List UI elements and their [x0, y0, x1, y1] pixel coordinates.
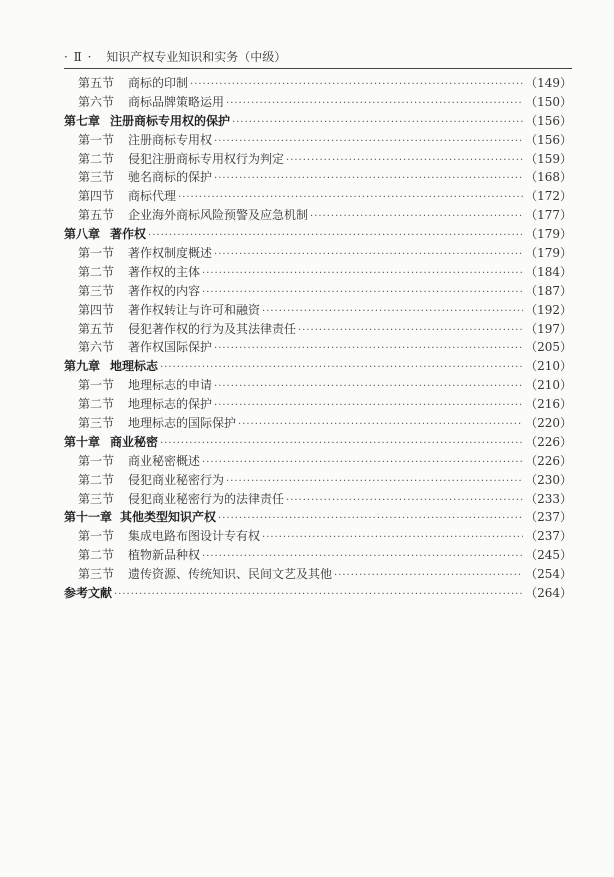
page-number: （156） — [525, 132, 572, 147]
chapter-title: 其他类型知识产权 — [120, 510, 217, 525]
dot-leader — [298, 322, 523, 339]
page-number: （216） — [525, 397, 572, 412]
toc-chapter-entry — [64, 508, 572, 527]
chapter-number: 第七章 — [64, 113, 101, 128]
chapter-number: 第十一章 — [64, 510, 113, 525]
section-title: 地理标志的国际保护 — [128, 416, 237, 431]
section-number: 第一节 — [78, 132, 115, 147]
section-number: 第六节 — [78, 94, 115, 109]
section-number: 第五节 — [78, 76, 115, 90]
dot-leader — [310, 208, 523, 225]
header-rule — [64, 68, 572, 69]
section-number: 第二节 — [78, 548, 115, 563]
toc-section-entry — [64, 452, 572, 471]
section-title: 侵犯商业秘密行为的法律责任 — [128, 491, 285, 506]
chapter-title: 注册商标专用权的保护 — [110, 113, 231, 128]
table-of-contents — [64, 74, 572, 603]
chapter-number: 第十章 — [64, 434, 101, 449]
section-title: 侵犯商业秘密行为 — [128, 472, 225, 487]
dot-leader — [214, 246, 523, 263]
toc-section-entry — [64, 150, 572, 169]
dot-leader — [202, 284, 523, 301]
dot-leader — [232, 114, 523, 131]
toc-section-entry — [64, 376, 572, 395]
chapter-title: 著作权 — [110, 227, 147, 242]
chapter-title: 参考文献 — [64, 586, 113, 601]
dot-leader — [202, 454, 523, 471]
dot-leader — [286, 152, 523, 169]
page-number: （179） — [525, 246, 572, 261]
toc-chapter-entry — [64, 357, 572, 376]
section-title: 著作权国际保护 — [128, 340, 213, 355]
page-number: （156） — [525, 113, 572, 128]
section-title: 侵犯注册商标专用权行为判定 — [128, 151, 285, 166]
dot-leader — [214, 133, 523, 150]
section-number: 第五节 — [78, 208, 115, 223]
section-number: 第二节 — [78, 472, 115, 487]
toc-chapter-entry — [64, 112, 572, 131]
dot-leader — [114, 586, 523, 603]
section-number: 第二节 — [78, 151, 115, 166]
section-title: 驰名商标的保护 — [128, 170, 213, 185]
section-number: 第三节 — [78, 170, 115, 185]
toc-section-entry — [64, 565, 572, 584]
dot-leader — [190, 76, 523, 93]
toc-section-entry — [64, 395, 572, 414]
chapter-title: 地理标志 — [110, 359, 159, 374]
section-number: 第一节 — [78, 378, 115, 393]
dot-leader — [202, 265, 523, 282]
section-number: 第一节 — [78, 453, 115, 468]
dot-leader — [178, 189, 523, 206]
dot-leader — [334, 567, 523, 584]
page-number: （230） — [525, 472, 572, 487]
page-number: （237） — [525, 510, 572, 525]
toc-section-entry — [64, 187, 572, 206]
toc-chapter-entry — [64, 433, 572, 452]
section-title: 地理标志的保护 — [128, 397, 213, 412]
page-number: （150） — [525, 94, 572, 109]
section-title: 商标的印制 — [128, 76, 189, 90]
dot-leader — [214, 397, 523, 414]
page-number: （205） — [525, 340, 572, 355]
section-number: 第五节 — [78, 321, 115, 336]
toc-section-entry — [64, 338, 572, 357]
page-number: （184） — [525, 264, 572, 279]
page-number: （220） — [525, 416, 572, 431]
section-title: 植物新品种权 — [128, 548, 201, 563]
section-number: 第二节 — [78, 264, 115, 279]
section-title: 著作权的内容 — [128, 283, 201, 298]
page-number: （177） — [525, 208, 572, 223]
page-number: （187） — [525, 283, 572, 298]
toc-section-entry — [64, 471, 572, 490]
toc-section-entry — [64, 414, 572, 433]
section-number: 第一节 — [78, 246, 115, 261]
page-number: （245） — [525, 548, 572, 563]
toc-section-entry — [64, 93, 572, 112]
section-number: 第三节 — [78, 567, 115, 582]
page-number: （233） — [525, 491, 572, 506]
dot-leader — [226, 95, 523, 112]
toc-section-entry — [64, 527, 572, 546]
dot-leader — [238, 416, 523, 433]
dot-leader — [160, 435, 523, 452]
section-title: 商标品牌策略运用 — [128, 94, 225, 109]
page-number: （210） — [525, 378, 572, 393]
dot-leader — [286, 492, 523, 509]
dot-leader — [218, 510, 523, 527]
section-number: 第二节 — [78, 397, 115, 412]
section-title: 商业秘密概述 — [128, 453, 201, 468]
dot-leader — [148, 227, 523, 244]
section-title: 遗传资源、传统知识、民间文艺及其他 — [128, 567, 333, 582]
page-number: （179） — [525, 227, 572, 242]
toc-section-entry — [64, 244, 572, 263]
chapter-number: 第九章 — [64, 359, 101, 374]
toc-section-entry — [64, 206, 572, 225]
dot-leader — [214, 340, 523, 357]
section-number: 第四节 — [78, 302, 115, 317]
page-number: （237） — [525, 529, 572, 544]
toc-chapter-entry — [64, 584, 572, 603]
toc-section-entry — [64, 131, 572, 150]
page-number: （172） — [525, 189, 572, 204]
section-title: 著作权的主体 — [128, 264, 201, 279]
section-number: 第六节 — [78, 340, 115, 355]
section-title: 集成电路布图设计专有权 — [128, 529, 261, 544]
dot-leader — [160, 359, 523, 376]
page-number: （226） — [525, 453, 572, 468]
toc-section-entry — [64, 282, 572, 301]
section-number: 第三节 — [78, 416, 115, 431]
chapter-title: 商业秘密 — [110, 434, 159, 449]
section-title: 注册商标专用权 — [128, 132, 213, 147]
dot-leader — [226, 473, 523, 490]
section-title: 著作权制度概述 — [128, 246, 213, 261]
dot-leader — [202, 548, 523, 565]
toc-section-entry — [64, 74, 572, 93]
page-number: （159） — [525, 151, 572, 166]
section-title: 商标代理 — [128, 189, 177, 204]
page-number: （226） — [525, 434, 572, 449]
dot-leader — [262, 303, 523, 320]
toc-section-entry — [64, 168, 572, 187]
page-number: （254） — [525, 567, 572, 582]
section-title: 企业海外商标风险预警及应急机制 — [128, 208, 309, 223]
page-number: （210） — [525, 359, 572, 374]
section-number: 第一节 — [78, 529, 115, 544]
dot-leader — [214, 378, 523, 395]
page-number: （264） — [525, 586, 572, 601]
toc-chapter-entry — [64, 225, 572, 244]
book-title: 知识产权专业知识和实务（中级） — [106, 50, 287, 64]
page-number: （149） — [525, 76, 572, 90]
toc-section-entry — [64, 301, 572, 320]
section-number: 第三节 — [78, 283, 115, 298]
dot-leader — [214, 170, 523, 187]
toc-section-entry — [64, 263, 572, 282]
section-title: 侵犯著作权的行为及其法律责任 — [128, 321, 297, 336]
running-header — [64, 50, 572, 64]
page-marker: · Ⅱ · — [64, 50, 93, 64]
section-number: 第三节 — [78, 491, 115, 506]
section-title: 地理标志的申请 — [128, 378, 213, 393]
toc-section-entry — [64, 320, 572, 339]
page-number: （168） — [525, 170, 572, 185]
section-number: 第四节 — [78, 189, 115, 204]
chapter-number: 第八章 — [64, 227, 101, 242]
toc-section-entry — [64, 490, 572, 509]
toc-section-entry — [64, 546, 572, 565]
section-title: 著作权转让与许可和融资 — [128, 302, 261, 317]
page-number: （197） — [525, 321, 572, 336]
page-number: （192） — [525, 302, 572, 317]
dot-leader — [262, 529, 523, 546]
